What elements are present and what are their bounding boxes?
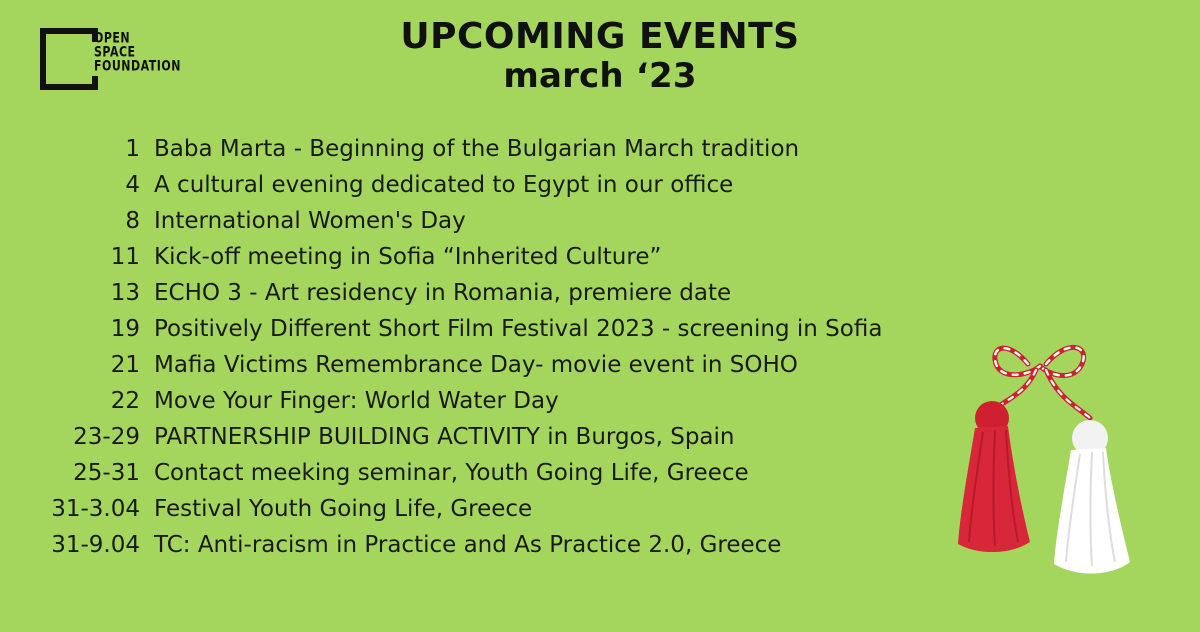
list-item xyxy=(0,532,1060,568)
logo-line-2: SPACE xyxy=(94,43,136,60)
title-secondary: march ‘23 xyxy=(503,55,697,96)
event-text: Festival Youth Going Life, Greece xyxy=(154,496,533,522)
event-date: 22 xyxy=(110,388,140,414)
event-text: Contact meeking seminar, Youth Going Life, Greece xyxy=(154,460,749,486)
logo-wordmark xyxy=(94,30,181,102)
event-text: Move Your Finger: World Water Day xyxy=(154,388,559,414)
event-text: International Women's Day xyxy=(154,208,466,234)
event-text: ECHO 3 - Art residency in Romania, premiere date xyxy=(154,280,732,306)
martenitsa-icon xyxy=(950,302,1190,592)
event-date: 31-3.04 xyxy=(51,496,140,522)
event-date: 25-31 xyxy=(73,460,140,486)
list-item xyxy=(0,424,1060,460)
event-date: 19 xyxy=(110,316,140,342)
event-text: Baba Marta - Beginning of the Bulgarian March tradition xyxy=(154,136,800,162)
event-date: 31-9.04 xyxy=(51,532,140,558)
events-list xyxy=(0,136,1060,568)
event-date: 21 xyxy=(110,352,140,378)
list-item xyxy=(0,280,1060,316)
logo-line-1: OPEN xyxy=(94,30,131,47)
event-text: PARTNERSHIP BUILDING ACTIVITY in Burgos, Spain xyxy=(154,424,735,450)
event-date: 11 xyxy=(110,244,140,270)
list-item xyxy=(0,496,1060,532)
logo xyxy=(40,24,181,104)
event-text: Positively Different Short Film Festival 2023 - screening in Sofia xyxy=(154,316,883,342)
page-title xyxy=(0,18,1200,96)
event-date: 1 xyxy=(125,136,140,162)
list-item xyxy=(0,136,1060,172)
list-item xyxy=(0,208,1060,244)
event-date: 23-29 xyxy=(73,424,140,450)
list-item xyxy=(0,172,1060,208)
event-text: Mafia Victims Remembrance Day- movie event in SOHO xyxy=(154,352,798,378)
logo-line-3: FOUNDATION xyxy=(94,57,181,74)
event-text: Kick-off meeting in Sofia “Inherited Culture” xyxy=(154,244,662,270)
list-item xyxy=(0,388,1060,424)
title-primary: UPCOMING EVENTS xyxy=(400,16,800,57)
event-text: TC: Anti-racism in Practice and As Practice 2.0, Greece xyxy=(154,532,782,558)
event-date: 4 xyxy=(125,172,140,198)
list-item xyxy=(0,460,1060,496)
event-text: A cultural evening dedicated to Egypt in our office xyxy=(154,172,734,198)
event-date: 8 xyxy=(125,208,140,234)
list-item xyxy=(0,244,1060,280)
list-item xyxy=(0,316,1060,352)
list-item xyxy=(0,352,1060,388)
logo-bracket-icon xyxy=(40,28,98,90)
event-date: 13 xyxy=(110,280,140,306)
